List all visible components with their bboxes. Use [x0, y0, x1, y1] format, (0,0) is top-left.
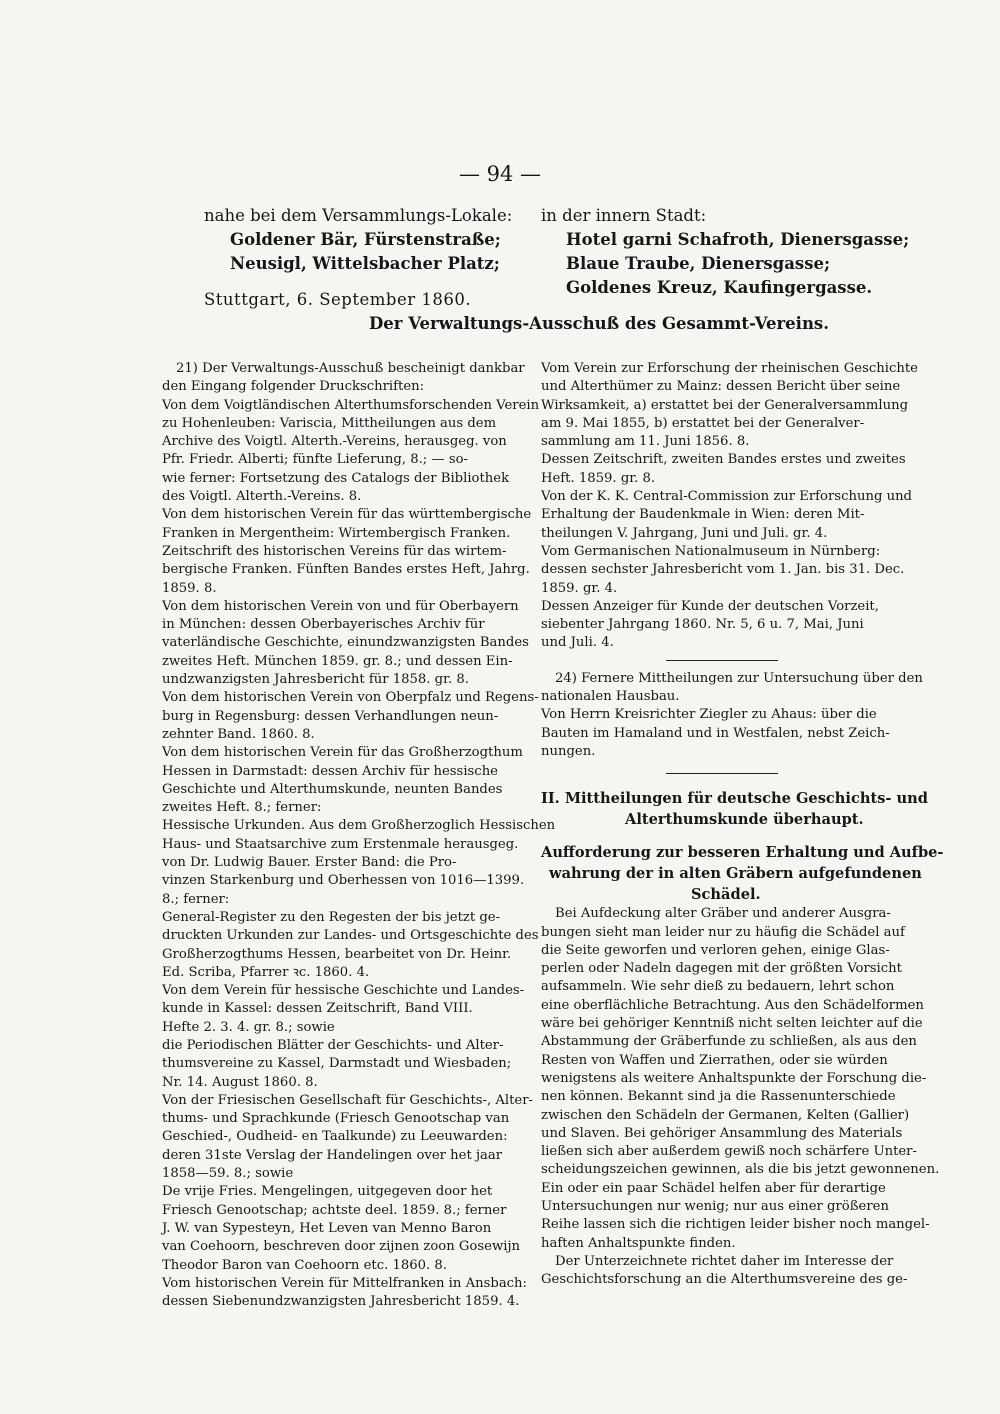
text-line: Dessen Anzeiger für Kunde der deutschen Vorzeit, [541, 598, 879, 614]
signature: Der Verwaltungs-Ausschuß des Gesammt-Vereins. [369, 314, 829, 333]
text-line: Geschichtsforschung an die Alterthumsvereine des ge- [541, 1272, 908, 1288]
text-line: Von dem historischen Verein von Oberpfalz und Regens- [162, 690, 539, 706]
text-line: thumsvereine zu Kassel, Darmstadt und Wiesbaden; [162, 1056, 512, 1072]
text-line: haften Anhaltspunkte finden. [541, 1235, 736, 1251]
text-line: Der Unterzeichnete richtet daher im Interesse der [555, 1253, 894, 1269]
text-line: 1859. gr. 4. [541, 580, 618, 596]
text-line: wie ferner: Fortsetzung des Catalogs der Bibliothek [162, 470, 510, 486]
divider-rule [666, 660, 778, 661]
text-line: vaterländische Geschichte, einundzwanzigsten Bandes [162, 635, 529, 651]
text-line: Untersuchungen nur wenig; nur aus einer größeren [541, 1198, 889, 1214]
text-line: Hessen in Darmstadt: dessen Archiv für hessische [162, 763, 498, 779]
text-line: Nr. 14. August 1860. 8. [162, 1074, 318, 1090]
text-line: Hessische Urkunden. Aus dem Großherzoglich Hessischen [162, 818, 556, 834]
text-line: ließen sich aber außerdem gewiß noch schärfere Unter- [541, 1144, 917, 1160]
text-line: aufsammeln. Wie sehr dieß zu bedauern, lehrt schon [541, 979, 895, 995]
text-line: De vrije Fries. Mengelingen, uitgegeven door het [162, 1184, 493, 1200]
text-line: siebenter Jahrgang 1860. Nr. 5, 6 u. 7, Mai, Juni [541, 617, 864, 633]
text-line: zwischen den Schädeln der Germanen, Kelten (Gallier) [541, 1107, 910, 1123]
text-line: Bauten im Hamaland und in Westfalen, nebst Zeich- [541, 725, 890, 741]
divider-rule [666, 773, 778, 774]
text-line: zu Hohenleuben: Variscia, Mittheilungen aus dem [162, 415, 497, 431]
text-line: zehnter Band. 1860. 8. [162, 726, 315, 742]
left-item-2: Neusigl, Wittelsbacher Platz; [230, 254, 500, 273]
text-line: Vom historischen Verein für Mittelfranken in Ansbach: [162, 1275, 527, 1291]
text-line: und Juli. 4. [541, 635, 614, 651]
left-column [162, 360, 556, 1311]
text-line: 1859. 8. [162, 580, 217, 596]
section-heading-line-1: II. Mittheilungen für deutsche Geschichts- und [541, 790, 928, 808]
text-line: Franken in Mergentheim: Wirtembergisch Franken. [162, 525, 511, 541]
text-line: Von dem historischen Verein von und für Oberbayern [162, 598, 519, 614]
text-line: Heft. 1859. gr. 8. [541, 470, 656, 486]
text-line: Wirksamkeit, a) erstattet bei der Generalversammlung [541, 397, 909, 413]
left-item-1: Goldener Bär, Fürstenstraße; [230, 230, 501, 249]
text-line: Abstammung der Gräberfunde zu schließen, als aus den [541, 1034, 917, 1050]
left-heading: nahe bei dem Versammlungs-Lokale: [204, 206, 513, 225]
text-line: Vom Germanischen Nationalmuseum in Nürnberg: [541, 543, 881, 559]
right-item-1: Hotel garni Schafroth, Dienersgasse; [566, 230, 910, 249]
text-line: Erhaltung der Baudenkmale in Wien: deren Mit- [541, 507, 865, 523]
text-line: Großherzogthums Hessen, bearbeitet von Dr. Heinr. [162, 946, 512, 962]
text-line: des Voigtl. Alterth.-Vereins. 8. [162, 489, 362, 505]
text-line: Geschied-, Oudheid- en Taalkunde) zu Leeuwarden: [162, 1129, 508, 1145]
text-line: druckten Urkunden zur Landes- und Ortsgeschichte des [162, 928, 539, 944]
text-line: den Eingang folgender Druckschriften: [162, 379, 425, 395]
text-line: Vom Verein zur Erforschung der rheinischen Geschichte [541, 361, 918, 376]
text-line: zweites Heft. 8.; ferner: [162, 800, 322, 816]
text-line: Reihe lassen sich die richtigen leider bisher noch mangel- [541, 1217, 930, 1233]
text-line: General-Register zu den Regesten der bis jetzt ge- [162, 909, 501, 925]
text-line: dessen sechster Jahresbericht vom 1. Jan. bis 31. Dec. [541, 562, 905, 578]
text-line: Haus- und Staatsarchive zum Erstenmale herausgeg. [162, 836, 519, 852]
text-line: die Periodischen Blätter der Geschichts- und Alter- [162, 1037, 504, 1053]
text-line: bergische Franken. Fünften Bandes erstes Heft, Jahrg. [162, 562, 530, 578]
text-line: perlen oder Nadeln dagegen mit der größten Vorsicht [541, 961, 902, 977]
text-line: nationalen Hausbau. [541, 689, 680, 705]
text-line: Theodor Baron van Coehoorn etc. 1860. 8. [162, 1257, 447, 1273]
text-line: Ed. Scriba, Pfarrer ꝛc. 1860. 4. [162, 964, 370, 980]
text-line: deren 31ste Verslag der Handelingen over het jaar [162, 1147, 503, 1163]
text-line: 24) Fernere Mittheilungen zur Untersuchung über den [555, 670, 923, 686]
text-line: in München: dessen Oberbayerisches Archiv für [162, 617, 485, 633]
text-line: wäre bei gehöriger Kenntniß nicht selten leichter auf die [541, 1016, 923, 1032]
text-line: Von dem historischen Verein für das Großherzogthum [162, 745, 523, 761]
text-line: Geschichte und Alterthumskunde, neunten Bandes [162, 781, 503, 797]
text-line: sammlung am 11. Juni 1856. 8. [541, 434, 750, 450]
article-body [541, 905, 940, 1289]
article-title-line-2: wahrung der in alten Gräbern aufgefundenen [549, 865, 922, 883]
text-line: van Coehoorn, beschreven door zijnen zoon Gosewijn [162, 1239, 521, 1255]
text-line: J. W. van Sypesteyn, Het Leven van Menno Baron [162, 1220, 492, 1236]
text-line: Pfr. Friedr. Alberti; fünfte Lieferung, 8.; — so- [162, 452, 468, 468]
text-line: nungen. [541, 743, 596, 759]
text-line: undzwanzigsten Jahresbericht für 1858. gr. 8. [162, 672, 469, 688]
text-line: Archive des Voigtl. Alterth.-Vereins, herausgeg. von [162, 434, 507, 450]
text-line: kunde in Kassel: dessen Zeitschrift, Band VIII. [162, 1001, 473, 1017]
right-column [541, 360, 944, 1289]
text-line: Von dem Verein für hessische Geschichte und Landes- [162, 983, 525, 999]
text-line: Von dem historischen Verein für das württembergische [162, 507, 532, 523]
article-title [541, 842, 944, 905]
text-line: 21) Der Verwaltungs-Ausschuß bescheinigt dankbar [176, 361, 525, 376]
text-line: bungen sieht man leider nur zu häufig die Schädel auf [541, 924, 905, 940]
text-line: thums- und Sprachkunde (Friesch Genootschap van [162, 1111, 510, 1127]
text-line: Bei Aufdeckung alter Gräber und anderer Ausgra- [555, 906, 891, 922]
right-item-3: Goldenes Kreuz, Kaufingergasse. [566, 278, 873, 297]
text-line: 8.; ferner: [162, 891, 230, 907]
page-number: — 94 — [458, 162, 542, 186]
dateline: Stuttgart, 6. September 1860. [204, 290, 472, 309]
text-line: am 9. Mai 1855, b) erstattet bei der Generalver- [541, 415, 865, 431]
text-line: vinzen Starkenburg und Oberhessen von 1016—1399. [162, 873, 525, 889]
text-line: Von der Friesischen Gesellschaft für Geschichts-, Alter- [162, 1092, 533, 1108]
text-line: nen können. Bekannt sind ja die Rassenunterschiede [541, 1089, 896, 1105]
text-line: 1858—59. 8.; sowie [162, 1166, 294, 1182]
text-line: Zeitschrift des historischen Vereins für das wirtem- [162, 543, 507, 559]
text-line: Von dem Voigtländischen Alterthumsforschenden Verein [162, 397, 540, 413]
right-heading: in der innern Stadt: [541, 206, 707, 225]
text-line: eine oberflächliche Betrachtung. Aus den Schädelformen [541, 997, 924, 1013]
acquisitions-continued [541, 360, 918, 653]
text-line: Ein oder ein paar Schädel helfen aber für derartige [541, 1180, 886, 1196]
text-line: von Dr. Ludwig Bauer. Erster Band: die Pro- [162, 855, 457, 871]
text-line: dessen Siebenundzwanzigsten Jahresbericht 1859. 4. [162, 1294, 520, 1310]
item-24 [541, 670, 923, 761]
section-heading [541, 788, 928, 830]
text-line: zweites Heft. München 1859. gr. 8.; und dessen Ein- [162, 653, 513, 669]
article-title-line-3: Schädel. [691, 886, 761, 904]
text-line: Von der K. K. Central-Commission zur Erforschung und [541, 489, 913, 505]
section-heading-line-2: Alterthumskunde überhaupt. [625, 811, 864, 829]
text-line: und Slaven. Bei gehöriger Ansammlung des Materials [541, 1125, 903, 1141]
right-item-2: Blaue Traube, Dienersgasse; [566, 254, 831, 273]
text-line: Resten von Waffen und Zierrathen, oder sie würden [541, 1052, 888, 1068]
text-line: burg in Regensburg: dessen Verhandlungen neun- [162, 708, 499, 724]
text-line: und Alterthümer zu Mainz: dessen Bericht über seine [541, 379, 901, 395]
text-line: Friesch Genootschap; achtste deel. 1859. 8.; ferner [162, 1202, 507, 1218]
text-line: scheidungszeichen gewinnen, als die bis jetzt gewonnenen. [541, 1162, 940, 1178]
text-line: die Seite geworfen und verloren gehen, einige Glas- [541, 942, 890, 958]
text-line: Von Herrn Kreisrichter Ziegler zu Ahaus: über die [541, 707, 877, 723]
text-line: Hefte 2. 3. 4. gr. 8.; sowie [162, 1019, 335, 1035]
text-line: Dessen Zeitschrift, zweiten Bandes erstes und zweites [541, 452, 906, 468]
text-line: theilungen V. Jahrgang, Juni und Juli. gr. 4. [541, 525, 828, 541]
text-line: wenigstens als weitere Anhaltspunkte der Forschung die- [541, 1070, 927, 1086]
article-title-line-1: Aufforderung zur besseren Erhaltung und Aufbe- [541, 844, 944, 862]
